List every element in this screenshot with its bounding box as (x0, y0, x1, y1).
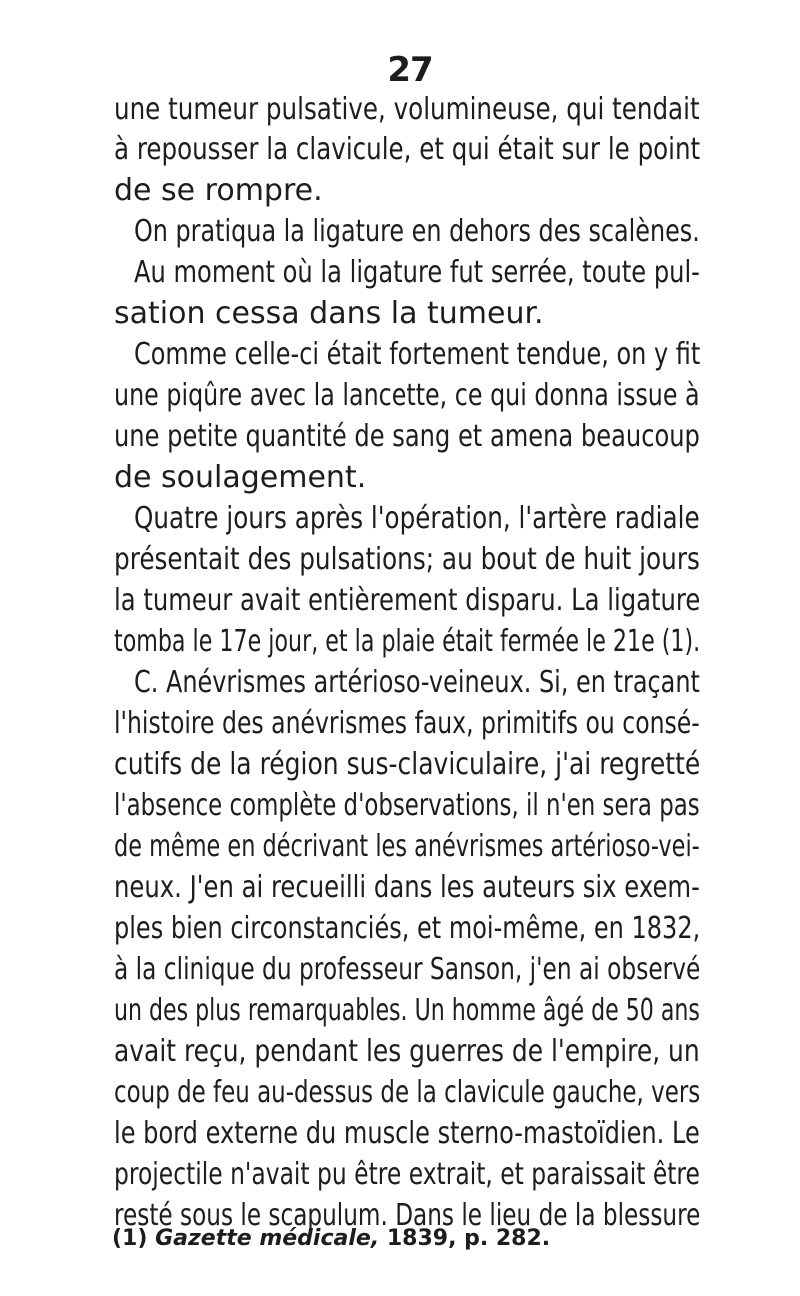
footnote-source: Gazette médicale, (155, 1226, 380, 1251)
text-line: cutifs de la région sus-claviculaire, j'ai regretté (114, 747, 701, 782)
text-line: une tumeur pulsative, volumineuse, qui tendait (114, 92, 700, 127)
text-line: une petite quantité de sang et amena beaucoup (114, 419, 700, 454)
text-line: à la clinique du professeur Sanson, j'en ai observé (114, 952, 701, 987)
footnote-marker: (1) (112, 1226, 148, 1251)
footnote (112, 1226, 550, 1251)
text-line: de soulagement. (114, 460, 367, 495)
text-line: la tumeur avait entièrement disparu. La ligature (114, 583, 701, 618)
page-number: 27 (387, 50, 433, 90)
text-line: ples bien circonstanciés, et moi-même, en 1832, (114, 911, 701, 946)
text-line: à repousser la clavicule, et qui était sur le point (114, 132, 701, 167)
text-line: un des plus remarquables. Un homme âgé de 50 ans (114, 993, 700, 1028)
text-line: resté sous le scapulum. Dans le lieu de la blessure (114, 1198, 701, 1233)
text-line: Quatre jours après l'opération, l'artère radiale (134, 501, 700, 536)
footnote-details: 1839, p. 282. (386, 1226, 551, 1251)
text-line: coup de feu au-dessus de la clavicule gauche, vers (114, 1075, 701, 1110)
text-line: C. Anévrismes artérioso-veineux. Si, en traçant (134, 665, 700, 700)
text-line: Au moment où la ligature fut serrée, toute pul- (134, 255, 700, 290)
text-line: l'histoire des anévrismes faux, primitifs ou consé- (114, 706, 700, 741)
text-line: l'absence complète d'observations, il n'en sera pas (114, 788, 700, 823)
text-line: Comme celle-ci était fortement tendue, on y fit (134, 337, 701, 372)
text-line: présentait des pulsations; au bout de huit jours (114, 542, 700, 577)
text-line: une piqûre avec la lancette, ce qui donna issue à (114, 378, 700, 413)
text-line: avait reçu, pendant les guerres de l'empire, un (114, 1034, 700, 1069)
text-line: de même en décrivant les anévrismes artérioso-vei- (114, 829, 700, 864)
text-line: On pratiqua la ligature en dehors des scalènes. (134, 214, 700, 249)
text-line: tomba le 17e jour, et la plaie était fermée le 21e (1). (114, 624, 701, 659)
text-line: neux. J'en ai recueilli dans les auteurs six exem- (114, 870, 700, 905)
text-line: sation cessa dans la tumeur. (114, 296, 544, 331)
text-line: projectile n'avait pu être extrait, et paraissait être (114, 1157, 700, 1192)
text-line: le bord externe du muscle sterno-mastoïdien. Le (114, 1116, 700, 1151)
text-line: de se rompre. (114, 173, 323, 208)
